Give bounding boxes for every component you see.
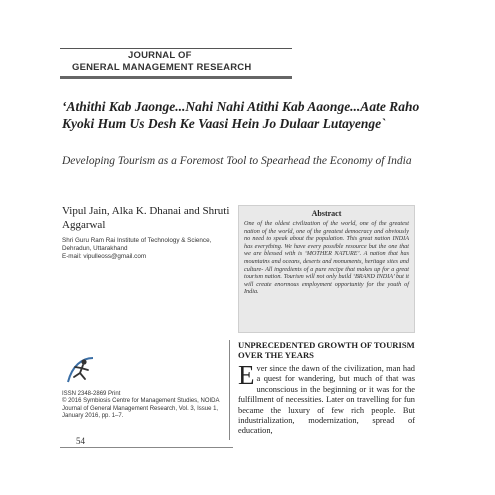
- publisher-logo-icon: [62, 352, 98, 388]
- paper-subtitle: Developing Tourism as a Foremost Tool to Spearhead the Economy of India: [62, 155, 412, 167]
- section-body: [238, 360, 415, 437]
- header-rule-top: [60, 48, 292, 49]
- affiliation-institute: Shri Guru Ram Rai Institute of Technology & Science,: [62, 237, 212, 244]
- affiliation-email: E-mail: vipulleoss@gmail.com: [62, 253, 147, 260]
- abstract-text: One of the oldest civilization of the world, one of the greatest nation of the world, one of the greatest democracy and obviously no need to speak about the population. This great nation INDIA has everything. We have every possible resource but the one that we are blessed with is ‘MOTHER NATURE’. A nation that has mountains and oceans, deserts and monuments, heritage sites and culture- All ingredients of a pure recipe that makes up for a great tourism nation. Tourism will not only build ‘BRAND INDIA’ but it will create enormous employment opportunity for the youth of India.: [244, 220, 409, 296]
- journal-header: [72, 50, 292, 74]
- author-affiliation: [62, 237, 242, 261]
- issn-copyright: © 2016 Symbiosis Centre for Management Studies, NOIDA: [62, 398, 220, 405]
- section-heading: UNPRECEDENTED GROWTH OF TOURISM OVER THE YEARS: [238, 340, 415, 360]
- issn-print: ISSN 2348-2869 Print: [62, 391, 121, 397]
- header-rule-bottom: [60, 76, 292, 79]
- section-body-text: ver since the dawn of the civilization, man had a quest for wandering, but much of that was unconscious in the beginning or it was for the fulfillment of necessities. Later on travelling for fun became the luxury of few rich people. But industrialization, modernization, spread of education,: [238, 364, 415, 436]
- journal-header-line2: GENERAL MANAGEMENT RESEARCH: [72, 62, 252, 73]
- journal-header-line1: JOURNAL OF: [128, 50, 192, 61]
- abstract-box: [238, 205, 415, 333]
- page-number: 54: [76, 436, 85, 446]
- drop-cap: E: [238, 360, 255, 390]
- affiliation-city: Dehradun, Uttarakhand: [62, 245, 128, 252]
- abstract-heading: Abstract: [311, 209, 342, 218]
- paper-title: ‘Athithi Kab Jaonge...Nahi Nahi Atithi Kab Aaonge...Aate Raho Kyoki Hum Us Desh Ke Vaasi Hein Jo Dulaar Lutayenge`: [62, 99, 420, 131]
- issn-citation: Journal of General Management Research, Vol. 3, Issue 1, January 2016, pp. 1–7.: [62, 405, 219, 420]
- author-list: Vipul Jain, Alka K. Dhanai and Shruti Aggarwal: [62, 205, 230, 231]
- issn-block: [62, 391, 222, 421]
- footer-rule: [60, 447, 233, 448]
- column-divider: [229, 340, 230, 440]
